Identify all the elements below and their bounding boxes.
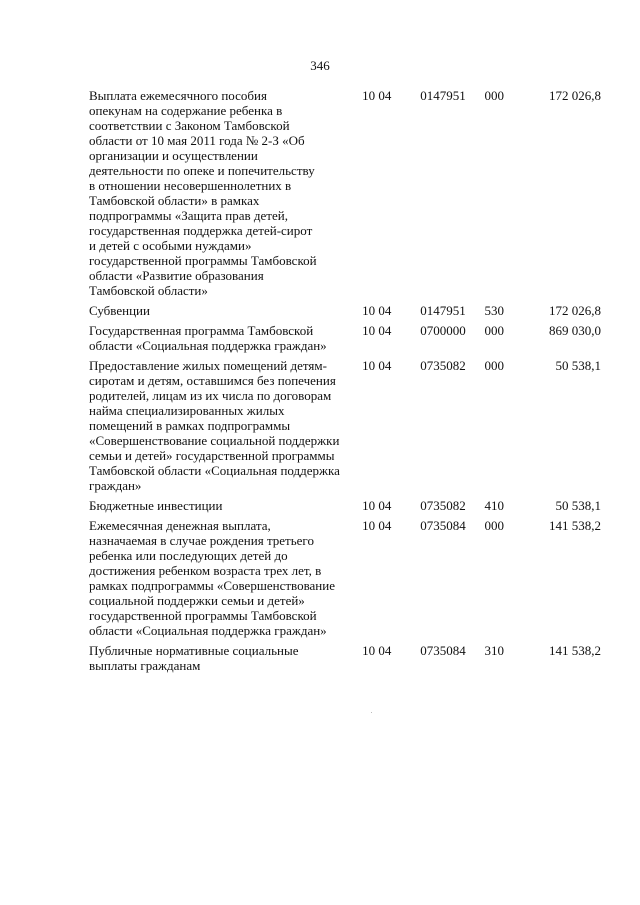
- table-row: [89, 298, 601, 318]
- expense-type-code: 000: [484, 88, 505, 103]
- section-code: 10 04: [362, 323, 392, 338]
- amount: 50 538,1: [555, 358, 601, 373]
- description-line: семьи и детей» государственной программы: [89, 448, 335, 463]
- description-line: области «Развитие образования: [89, 268, 264, 283]
- row-description: [89, 513, 362, 638]
- description-line: Ежемесячная денежная выплата,: [89, 518, 271, 533]
- expense-type-code: 410: [484, 498, 505, 513]
- description-line: и детей с особыми нуждами»: [89, 238, 252, 253]
- description-line: рамках подпрограммы «Совершенствование: [89, 578, 335, 593]
- description-line: Выплата ежемесячного пособия: [89, 88, 267, 103]
- target-article-code: 0735084: [420, 643, 466, 658]
- description-line: в отношении несовершеннолетних в: [89, 178, 292, 193]
- description-line: Субвенции: [89, 303, 150, 318]
- row-description: [89, 493, 362, 513]
- description-line: государственной программы Тамбовской: [89, 253, 317, 268]
- description-line: достижения ребенком возраста трех лет, в: [89, 563, 322, 578]
- amount: 172 026,8: [549, 88, 601, 103]
- expense-type-code: 000: [484, 518, 505, 533]
- description-line: Тамбовской области» в рамках: [89, 193, 260, 208]
- section-code: 10 04: [362, 518, 392, 533]
- section-code: 10 04: [362, 88, 392, 103]
- expense-type-code: 310: [484, 643, 505, 658]
- target-article-code: 0147951: [420, 303, 466, 318]
- description-line: организации и осуществлении: [89, 148, 258, 163]
- row-description: [89, 638, 362, 673]
- description-line: Публичные нормативные социальные: [89, 643, 299, 658]
- description-line: Предоставление жилых помещений детям-: [89, 358, 327, 373]
- table-row: [89, 638, 601, 673]
- description-line: государственная поддержка детей-сирот: [89, 223, 313, 238]
- description-line: выплаты гражданам: [89, 658, 201, 673]
- description-line: социальной поддержки семьи и детей»: [89, 593, 305, 608]
- budget-table: [89, 88, 601, 673]
- description-line: помещений в рамках подпрограммы: [89, 418, 291, 433]
- description-line: опекунам на содержание ребенка в: [89, 103, 283, 118]
- table-row: [89, 513, 601, 638]
- row-description: [89, 88, 362, 298]
- target-article-code: 0735084: [420, 518, 466, 533]
- description-line: сиротам и детям, оставшимся без попечения: [89, 373, 336, 388]
- target-article-code: 0735082: [420, 498, 466, 513]
- description-line: государственной программы Тамбовской: [89, 608, 317, 623]
- table-row: [89, 88, 601, 298]
- description-line: области от 10 мая 2011 года № 2-З «Об: [89, 133, 305, 148]
- section-code: 10 04: [362, 358, 392, 373]
- row-description: [89, 318, 362, 353]
- description-line: подпрограммы «Защита прав детей,: [89, 208, 288, 223]
- description-line: граждан»: [89, 478, 142, 493]
- amount: 869 030,0: [549, 323, 601, 338]
- expense-type-code: 000: [484, 358, 505, 373]
- table-row: [89, 353, 601, 493]
- section-code: 10 04: [362, 303, 392, 318]
- row-description: [89, 353, 362, 493]
- expense-type-code: 530: [484, 303, 505, 318]
- description-line: назначаемая в случае рождения третьего: [89, 533, 314, 548]
- description-line: Государственная программа Тамбовской: [89, 323, 314, 338]
- section-code: 10 04: [362, 498, 392, 513]
- description-line: родителей, лицам из их числа по договорам: [89, 388, 332, 403]
- description-line: области «Социальная поддержка граждан»: [89, 623, 327, 638]
- target-article-code: 0147951: [420, 88, 466, 103]
- expense-type-code: 000: [484, 323, 505, 338]
- target-article-code: 0735082: [420, 358, 466, 373]
- description-line: Тамбовской области «Социальная поддержка: [89, 463, 340, 478]
- page-number: 346: [310, 58, 330, 73]
- amount: 50 538,1: [555, 498, 601, 513]
- description-line: найма специализированных жилых: [89, 403, 285, 418]
- table-row: [89, 493, 601, 513]
- amount: 172 026,8: [549, 303, 601, 318]
- row-description: [89, 298, 362, 318]
- description-line: ребенка или последующих детей до: [89, 548, 288, 563]
- target-article-code: 0700000: [420, 323, 466, 338]
- description-line: области «Социальная поддержка граждан»: [89, 338, 327, 353]
- scan-speck: [371, 712, 372, 713]
- description-line: соответствии с Законом Тамбовской: [89, 118, 290, 133]
- section-code: 10 04: [362, 643, 392, 658]
- description-line: деятельности по опеке и попечительству: [89, 163, 315, 178]
- table-row: [89, 318, 601, 353]
- amount: 141 538,2: [549, 518, 601, 533]
- description-line: «Совершенствование социальной поддержки: [89, 433, 340, 448]
- description-line: Тамбовской области»: [89, 283, 208, 298]
- description-line: Бюджетные инвестиции: [89, 498, 223, 513]
- amount: 141 538,2: [549, 643, 601, 658]
